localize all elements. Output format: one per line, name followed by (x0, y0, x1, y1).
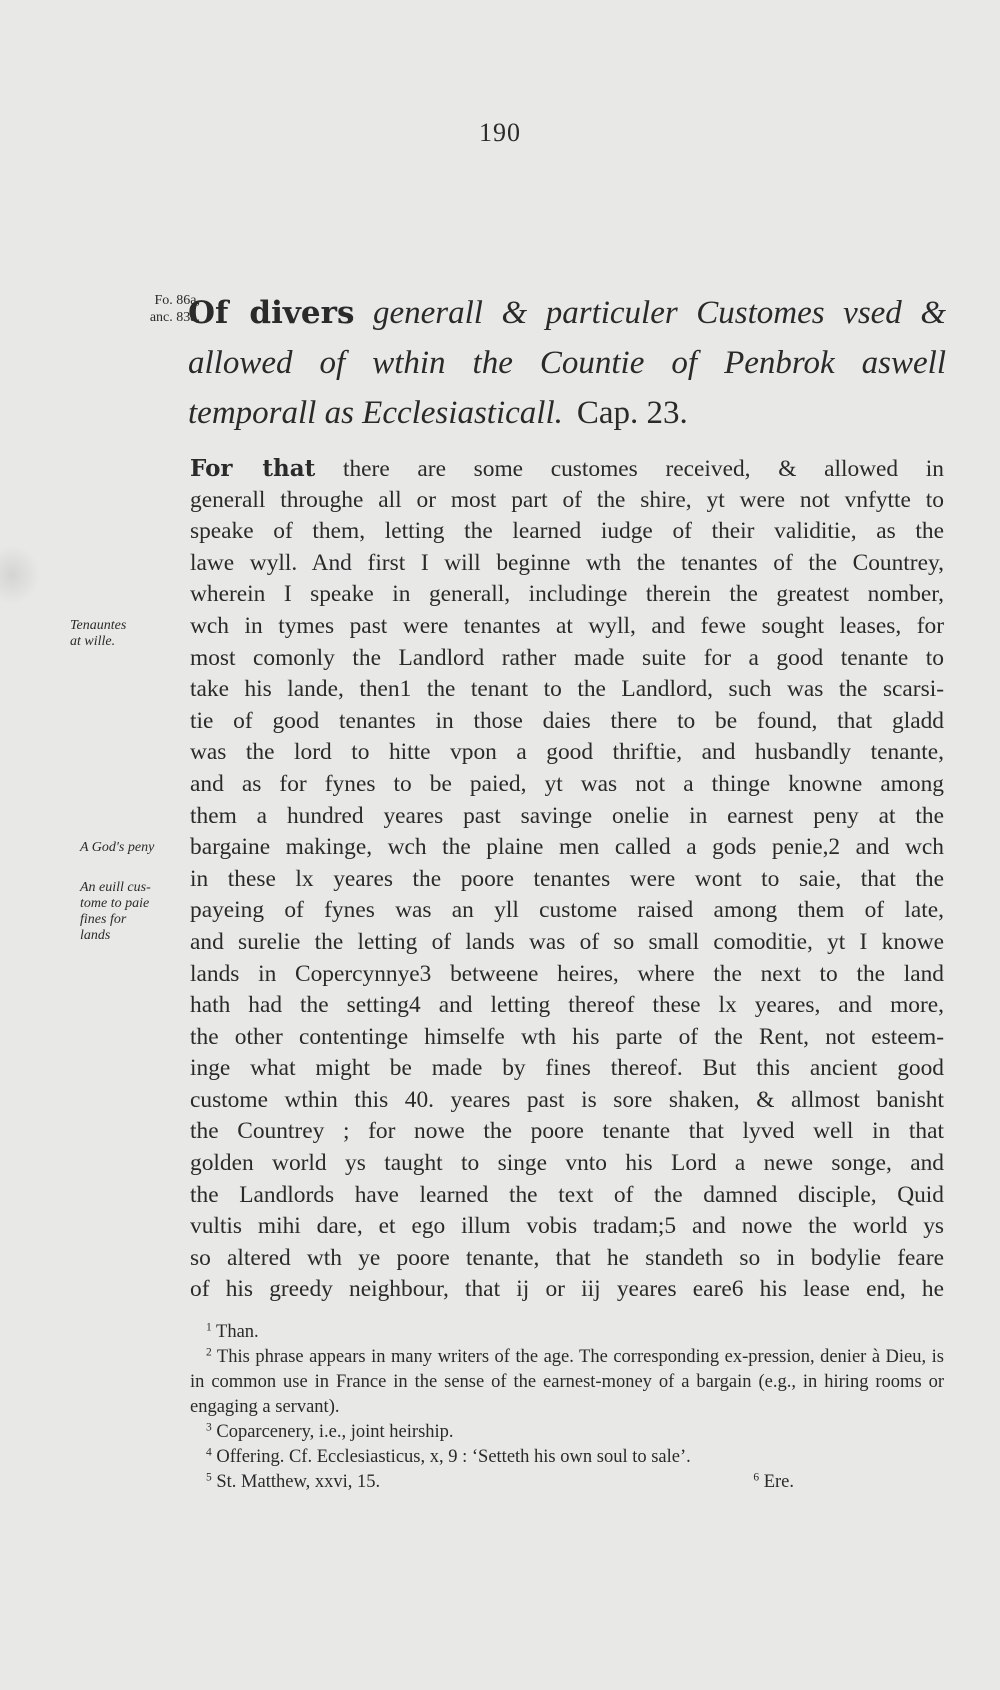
body-line: lawe wyll. And first I will beginne wth the tenantes of the Countrey, (190, 549, 944, 576)
body-line: custome wthin this 40. yeares past is sore shaken, & allmost banisht (190, 1086, 944, 1113)
body-line: tie of good tenantes in those daies there to be found, that gladd (190, 707, 944, 734)
chapter-number: Cap. 23. (576, 395, 688, 431)
body-line: speake of them, letting the learned iudge of their validitie, as the (190, 518, 944, 545)
heading-blackletter: Of divers (188, 295, 355, 331)
body-line: was the lord to hitte vpon a good thriftie, and husbandly tenante, (190, 739, 944, 766)
footnote-row-last (190, 1470, 944, 1495)
body-line: them a hundred yeares past savinge onelie in earnest peny at the (190, 802, 944, 829)
footnotes (190, 1320, 944, 1495)
body-line: vultis mihi dare, et ego illum vobis tradam;5 and nowe the world ys (190, 1213, 944, 1240)
body-line: lands in Copercynnye3 betweene heires, where the next to the land (190, 960, 944, 987)
folio-reference: Fo. 86a, anc. 83a. (149, 293, 200, 325)
body-line: the Countrey ; for nowe the poore tenante that lyved well in that (190, 1118, 944, 1145)
footnote-6: $^6$ Ere. (753, 1471, 794, 1492)
body-line: in these lx yeares the poore tenantes were wont to saie, that the (190, 865, 944, 892)
body-line: inge what might be made by fines thereof. But this ancient good (190, 1055, 944, 1082)
heading-line3: aswell temporall as Ecclesiasticall. (188, 345, 946, 431)
footnote-2: $^2$ This phrase appears in many writers of the age. The corresponding ex-pression, denier à Dieu, is in common use in France in the sense of the earnest-money of a bargain (e.g., in hiring rooms or engaging a servant). (190, 1346, 944, 1417)
margin-note-gods-peny: A God's peny (80, 840, 155, 855)
body-line: For that there are some customes received, & allowed in (190, 455, 944, 482)
footnote-1: $^1$ Than. (206, 1321, 259, 1342)
heading-line1: generall & particuler Customes (372, 295, 825, 331)
body-line: hath had the setting4 and letting thereof these lx yeares, and more, (190, 992, 944, 1019)
body-line: the other contentinge himselfe wth his parte of the Rent, not esteem- (190, 1023, 944, 1050)
body-line: most comonly the Landlord rather made suite for a good tenante to (190, 644, 944, 671)
body-line: and surelie the letting of lands was of so small comoditie, yt I knowe (190, 928, 944, 955)
body-line: wherein I speake in generall, includinge therein the greatest nomber, (190, 581, 944, 608)
body-line: bargaine makinge, wch the plaine men called a gods penie,2 and wch (190, 834, 944, 861)
page-number: 190 (479, 118, 521, 147)
body-text (190, 453, 944, 1306)
heading-line2: vsed & allowed of wthin the Countie of Penbrok (188, 295, 947, 381)
body-line: wch in tymes past were tenantes at wyll, and fewe sought leases, for (190, 612, 944, 639)
body-line: golden world ys taught to singe vnto his Lord a newe songe, and (190, 1150, 944, 1177)
body-line: generall throughe all or most part of the shire, yt were not vnfytte to (190, 486, 944, 513)
opening-words: For that (190, 455, 316, 482)
footnote-5: $^5$ St. Matthew, xxvi, 15. (206, 1471, 381, 1492)
chapter-heading (188, 288, 946, 438)
body-line: take his lande, then1 the tenant to the Landlord, such was the scarsi- (190, 676, 944, 703)
body-line: and as for fynes to be paied, yt was not a thinge knowne among (190, 770, 944, 797)
page-stain (0, 545, 40, 605)
footnote-3: $^3$ Coparcenery, i.e., joint heirship. (206, 1421, 454, 1442)
margin-note-tenauntes: Tenauntes at wille. (70, 618, 127, 649)
margin-note-euill-custome: An euill cus- tome to paie fines for lands (80, 880, 151, 943)
body-line: of his greedy neighbour, that ij or iij yeares eare6 his lease end, he (190, 1276, 944, 1303)
body-line: the Landlords have learned the text of the damned disciple, Quid (190, 1181, 944, 1208)
footnote-4: $^4$ Offering. Cf. Ecclesiasticus, x, 9 : ‘Setteth his own soul to sale’. (206, 1446, 691, 1467)
body-line: payeing of fynes was an yll custome raised among them of late, (190, 897, 944, 924)
body-line: so altered wth ye poore tenante, that he standeth so in bodylie feare (190, 1244, 944, 1271)
